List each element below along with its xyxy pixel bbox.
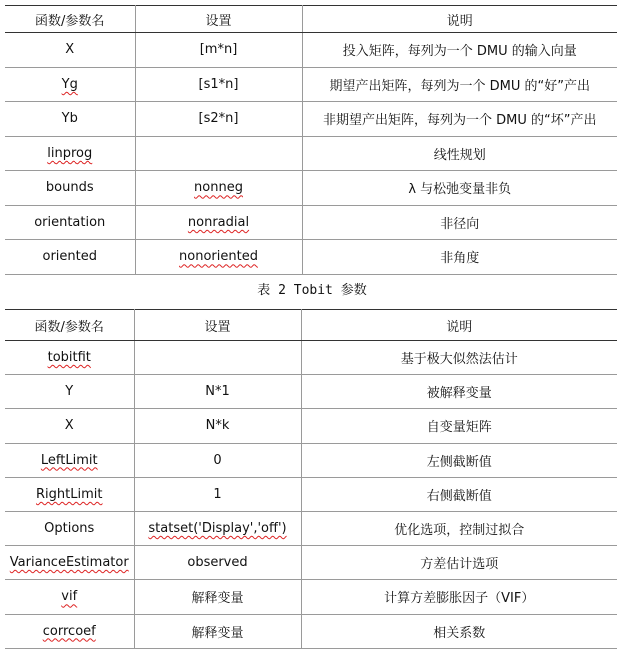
param-name-text: RightLimit (36, 486, 103, 502)
table-row (5, 205, 617, 240)
header-setting: 设置 (135, 6, 302, 33)
table-row (5, 240, 617, 275)
param-description: 基于极大似然法估计 (301, 341, 617, 375)
table-row (5, 171, 617, 206)
header-function-param: 函数/参数名 (5, 310, 134, 341)
param-name (5, 546, 134, 580)
param-description: 被解释变量 (301, 375, 617, 409)
table-row (5, 102, 617, 137)
param-setting: 解释变量 (134, 580, 301, 614)
param-name: X (5, 409, 134, 443)
header-description: 说明 (302, 6, 617, 33)
param-setting-text: nonoriented (179, 249, 258, 265)
table-row (5, 546, 617, 580)
param-name-text: LeftLimit (40, 452, 98, 468)
param-setting (135, 240, 302, 275)
param-setting: 0 (134, 443, 301, 477)
param-setting (135, 136, 302, 171)
param-description: 左侧截断值 (301, 443, 617, 477)
table-row (5, 511, 617, 545)
param-description: 方差估计选项 (301, 546, 617, 580)
table-row (5, 477, 617, 511)
param-description: 右侧截断值 (301, 477, 617, 511)
table-row (5, 136, 617, 171)
param-name: orientation (5, 205, 135, 240)
header-setting: 设置 (134, 310, 301, 341)
table-header-row (5, 310, 617, 341)
param-description: 相关系数 (301, 614, 617, 648)
table-caption: 表 2 Tobit 参数 (257, 283, 367, 298)
param-name: Options (5, 511, 134, 545)
param-setting: N*1 (134, 375, 301, 409)
table-row (5, 67, 617, 102)
param-setting (135, 205, 302, 240)
header-description: 说明 (301, 310, 617, 341)
param-setting (134, 511, 301, 545)
param-name (5, 614, 134, 648)
param-setting (134, 341, 301, 375)
param-description: 计算方差膨胀因子（VIF） (301, 580, 617, 614)
param-description: 优化选项，控制过拟合 (301, 511, 617, 545)
table-row (5, 614, 617, 648)
param-name (5, 477, 134, 511)
param-setting-text: nonradial (187, 214, 250, 230)
param-setting (135, 171, 302, 206)
table-row (5, 33, 617, 68)
param-name (5, 580, 134, 614)
param-description: λ 与松弛变量非负 (302, 171, 617, 206)
param-name: Y (5, 375, 134, 409)
param-description: 非径向 (302, 205, 617, 240)
param-description: 线性规划 (302, 136, 617, 171)
param-name (5, 341, 134, 375)
param-description: 非期望产出矩阵，每列为一个 DMU 的“坏”产出 (302, 102, 617, 137)
param-setting: [s2*n] (135, 102, 302, 137)
dea-parameter-table (5, 5, 617, 275)
param-name (5, 443, 134, 477)
table-row (5, 443, 617, 477)
param-setting: N*k (134, 409, 301, 443)
param-setting: 解释变量 (134, 614, 301, 648)
param-name-text: tobitfit (47, 350, 91, 366)
param-name (5, 67, 135, 102)
param-setting: [s1*n] (135, 67, 302, 102)
table-row (5, 375, 617, 409)
param-name: X (5, 33, 135, 68)
param-description: 投入矩阵，每列为一个 DMU 的输入向量 (302, 33, 617, 68)
table-row (5, 341, 617, 375)
param-setting-text: statset('Display','off') (148, 521, 287, 537)
param-name-text: VarianceEstimator (9, 555, 129, 571)
param-setting: observed (134, 546, 301, 580)
table-header-row (5, 6, 617, 33)
param-name-text: corrcoef (42, 623, 96, 639)
param-name-text: Yg (61, 76, 78, 92)
param-name: oriented (5, 240, 135, 275)
param-name: Yb (5, 102, 135, 137)
param-setting: 1 (134, 477, 301, 511)
table-row (5, 409, 617, 443)
param-name: bounds (5, 171, 135, 206)
param-name (5, 136, 135, 171)
param-name-text: vif (61, 589, 78, 605)
table-row (5, 580, 617, 614)
param-setting: [m*n] (135, 33, 302, 68)
tobit-parameter-table (5, 309, 617, 649)
param-setting-text: nonneg (194, 180, 243, 196)
param-name-text: linprog (47, 145, 93, 161)
param-description: 非角度 (302, 240, 617, 275)
header-function-param: 函数/参数名 (5, 6, 135, 33)
param-description: 期望产出矩阵，每列为一个 DMU 的“好”产出 (302, 67, 617, 102)
param-description: 自变量矩阵 (301, 409, 617, 443)
